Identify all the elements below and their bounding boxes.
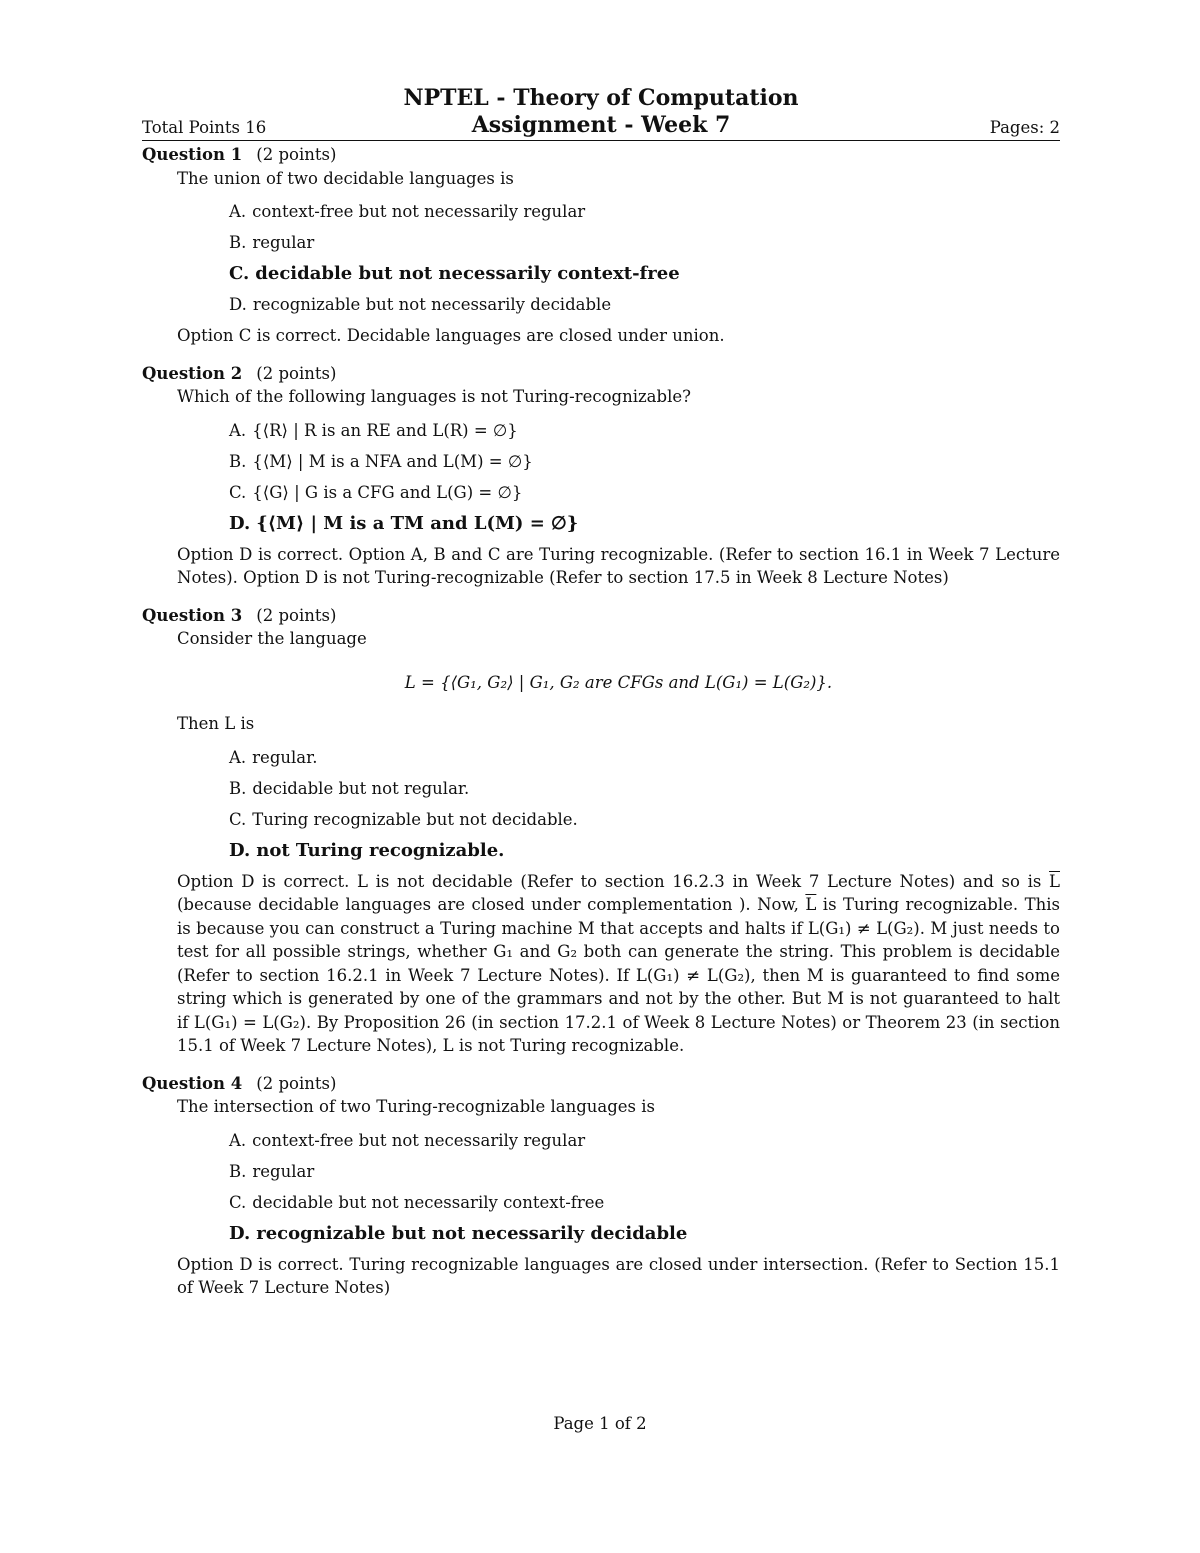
question-prompt: Which of the following languages is not Turing-recognizable? bbox=[177, 387, 691, 406]
page-count: Pages: 2 bbox=[989, 118, 1060, 137]
option-c-correct bbox=[229, 258, 1060, 289]
option-text: decidable but not regular. bbox=[252, 778, 470, 798]
option-letter: D. bbox=[229, 1222, 251, 1244]
option-letter: A. bbox=[229, 747, 247, 767]
complement-symbol: $\overline{L}$ bbox=[805, 895, 817, 914]
option-c bbox=[229, 1187, 1060, 1218]
complement-symbol: $\overline{L}$ bbox=[1049, 871, 1060, 891]
option-text: recognizable but not necessarily decidable bbox=[252, 295, 612, 314]
answer-explanation: Option D is correct. Option A, B and C are Turing recognizable. (Refer to section 16.1 in Week 7 Lecture Notes). Option D is not Turing-recognizable (Refer to section 17.5 in Week 8 Lecture Notes) bbox=[177, 544, 1060, 587]
option-text: decidable but not necessarily context-free bbox=[252, 1192, 605, 1212]
option-letter: A. bbox=[229, 420, 247, 440]
option-text: context-free but not necessarily regular bbox=[252, 1130, 586, 1150]
option-text: regular bbox=[252, 1161, 315, 1181]
document-page bbox=[142, 84, 1060, 1314]
option-letter: C. bbox=[229, 263, 250, 284]
option-letter: A. bbox=[229, 1130, 247, 1150]
answer-text: is Turing recognizable. This is because you can construct a Turing machine M that accepts and halts if L(G₁) ≠ L(G₂). M just needs to test for all possible strings, whether G₁ and G₂ both can generate the string. This problem is decidable (Refer to section 16.2.1 in Week 7 Lecture Notes). If L(G₁) ≠ L(G₂), then M is guaranteed to find some string which is generated by one of the grammars and not by the other. But M is not guaranteed to halt if L(G₁) = L(G₂). By Proposition 26 (in section 17.2.1 of Week 8 Lecture Notes) or Theorem 23 (in section 15.1 of Week 7 Lecture Notes), L is not Turing recognizable. bbox=[177, 895, 1060, 1055]
question-header bbox=[142, 1072, 1060, 1096]
question-1 bbox=[142, 143, 1060, 348]
question-label: Question 4 bbox=[142, 1073, 243, 1093]
option-letter: B. bbox=[229, 233, 247, 252]
question-label: Question 3 bbox=[142, 605, 243, 625]
option-b bbox=[229, 227, 1060, 258]
question-prompt: Consider the language bbox=[177, 629, 367, 648]
option-b bbox=[229, 446, 1060, 477]
option-text: context-free but not necessarily regular bbox=[252, 202, 586, 221]
option-d-correct bbox=[229, 835, 1060, 866]
options-list bbox=[229, 415, 1060, 539]
option-a bbox=[229, 415, 1060, 446]
option-c bbox=[229, 477, 1060, 508]
question-prompt: The intersection of two Turing-recognizable languages is bbox=[177, 1097, 656, 1116]
option-letter: C. bbox=[229, 482, 247, 502]
option-text: regular bbox=[252, 233, 315, 252]
question-header bbox=[142, 143, 1060, 167]
then-statement: Then L is bbox=[177, 714, 255, 733]
option-text: {⟨M⟩ | M is a NFA and L(M) = ∅} bbox=[252, 451, 533, 471]
option-text: Turing recognizable but not decidable. bbox=[252, 809, 578, 829]
options-list bbox=[229, 742, 1060, 866]
question-3 bbox=[142, 604, 1060, 1058]
question-header bbox=[142, 604, 1060, 628]
language-formula: L = {⟨G₁, G₂⟩ | G₁, G₂ are CFGs and L(G₁) = L(G₂)}. bbox=[404, 672, 833, 692]
question-4 bbox=[142, 1072, 1060, 1300]
question-2 bbox=[142, 362, 1060, 590]
option-letter: A. bbox=[229, 202, 247, 221]
option-text: {⟨R⟩ | R is an RE and L(R) = ∅} bbox=[252, 420, 518, 440]
question-points: (2 points) bbox=[256, 145, 337, 164]
option-letter: D. bbox=[229, 839, 251, 861]
header-row bbox=[142, 112, 1060, 141]
option-text: recognizable but not necessarily decidable bbox=[256, 1222, 688, 1244]
option-c bbox=[229, 804, 1060, 835]
option-letter: B. bbox=[229, 451, 247, 471]
answer-text: (because decidable languages are closed under complementation ). Now, bbox=[177, 895, 806, 914]
question-label: Question 2 bbox=[142, 363, 243, 383]
option-a bbox=[229, 1125, 1060, 1156]
option-d-correct bbox=[229, 1218, 1060, 1249]
assignment-title: Assignment - Week 7 bbox=[471, 112, 731, 138]
option-letter: C. bbox=[229, 809, 247, 829]
option-letter: D. bbox=[229, 295, 247, 314]
option-letter: B. bbox=[229, 1161, 247, 1181]
answer-text: Option D is correct. L is not decidable (Refer to section 16.2.3 in Week 7 Lecture Notes) and so is bbox=[177, 871, 1050, 891]
option-text: {⟨G⟩ | G is a CFG and L(G) = ∅} bbox=[252, 482, 523, 502]
options-list bbox=[229, 1125, 1060, 1249]
answer-explanation: Option C is correct. Decidable languages are closed under union. bbox=[177, 326, 725, 345]
option-letter: C. bbox=[229, 1192, 247, 1212]
options-list bbox=[229, 196, 1060, 320]
option-text: decidable but not necessarily context-free bbox=[255, 263, 680, 284]
option-a bbox=[229, 742, 1060, 773]
option-d bbox=[229, 289, 1060, 320]
option-text: {⟨M⟩ | M is a TM and L(M) = ∅} bbox=[256, 512, 579, 534]
total-points: Total Points 16 bbox=[142, 118, 267, 137]
option-letter: B. bbox=[229, 778, 247, 798]
question-prompt: The union of two decidable languages is bbox=[177, 168, 514, 188]
question-points: (2 points) bbox=[256, 1073, 337, 1093]
option-b bbox=[229, 1156, 1060, 1187]
option-a bbox=[229, 196, 1060, 227]
question-points: (2 points) bbox=[256, 363, 337, 383]
option-text: not Turing recognizable. bbox=[256, 839, 505, 861]
course-title: NPTEL - Theory of Computation bbox=[403, 85, 799, 111]
option-d-correct bbox=[229, 508, 1060, 539]
question-label: Question 1 bbox=[142, 145, 243, 164]
question-points: (2 points) bbox=[256, 605, 337, 625]
option-b bbox=[229, 773, 1060, 804]
answer-explanation bbox=[177, 870, 1060, 1058]
question-header bbox=[142, 362, 1060, 386]
option-letter: D. bbox=[229, 512, 251, 534]
option-text: regular. bbox=[252, 747, 318, 767]
page-number: Page 1 of 2 bbox=[553, 1414, 647, 1433]
answer-explanation: Option D is correct. Turing recognizable languages are closed under intersection. (Refer to Section 15.1 of Week 7 Lecture Notes) bbox=[177, 1254, 1060, 1297]
